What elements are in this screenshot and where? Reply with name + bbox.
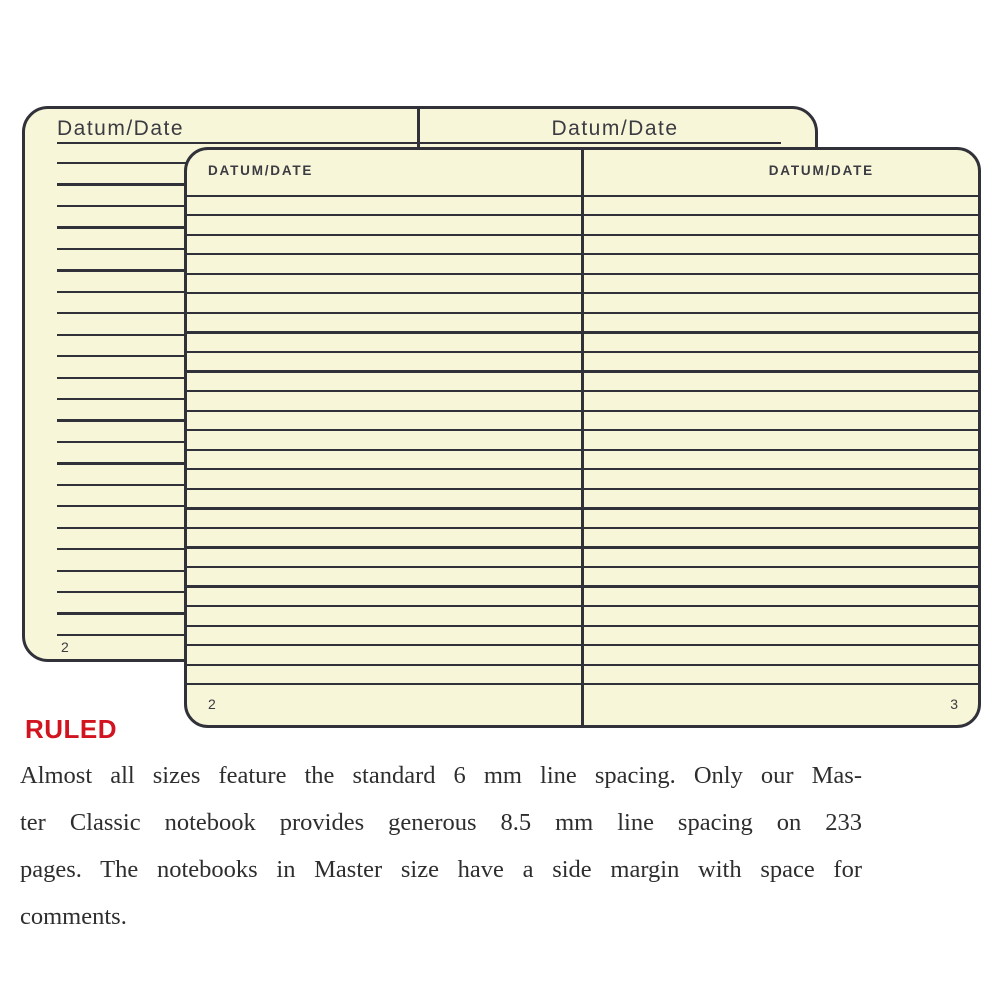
ruled-line <box>187 312 978 314</box>
ruled-line <box>187 546 978 548</box>
caption-line: comments. <box>20 903 127 930</box>
ruled-line <box>187 351 978 353</box>
ruled-line <box>187 488 978 490</box>
front-right-date-header: DATUM/DATE <box>768 163 874 178</box>
back-right-header-underline <box>417 142 781 144</box>
ruled-line <box>187 527 978 529</box>
back-left-date-header: Datum/Date <box>57 117 185 140</box>
ruled-line <box>187 605 978 607</box>
ruled-line <box>187 390 978 392</box>
caption-line: pages. The notebooks in Master size have a side margin with space for <box>20 856 862 883</box>
front-right-page-number: 3 <box>950 696 958 712</box>
ruled-line <box>187 273 978 275</box>
ruled-line <box>187 370 978 372</box>
ruled-line <box>187 683 978 685</box>
ruled-line <box>187 449 978 451</box>
ruled-line <box>187 331 978 333</box>
ruled-line <box>187 585 978 587</box>
ruled-line <box>187 234 978 236</box>
ruled-line <box>187 468 978 470</box>
ruled-line <box>187 214 978 216</box>
ruled-line <box>187 644 978 646</box>
front-ruled-lines <box>187 150 978 725</box>
front-notebook-pages <box>187 150 978 725</box>
ruled-line <box>187 507 978 509</box>
ruled-line <box>187 292 978 294</box>
caption-paragraph <box>20 752 862 940</box>
ruled-line <box>187 429 978 431</box>
caption-line: Almost all sizes feature the standard 6 mm line spacing. Only our Mas- <box>20 762 862 789</box>
back-right-date-header: Datum/Date <box>551 117 679 140</box>
ruled-heading: RULED <box>25 714 118 744</box>
front-left-page-number: 2 <box>208 696 216 712</box>
back-page-number: 2 <box>61 639 69 655</box>
ruled-line <box>187 625 978 627</box>
caption-line: ter Classic notebook provides generous 8.5 mm line spacing on 233 <box>20 809 862 836</box>
ruled-line <box>187 410 978 412</box>
ruled-line <box>187 664 978 666</box>
ruled-line <box>187 566 978 568</box>
front-notebook-spread <box>184 147 981 728</box>
front-left-date-header: DATUM/DATE <box>208 163 314 178</box>
ruled-line <box>187 253 978 255</box>
